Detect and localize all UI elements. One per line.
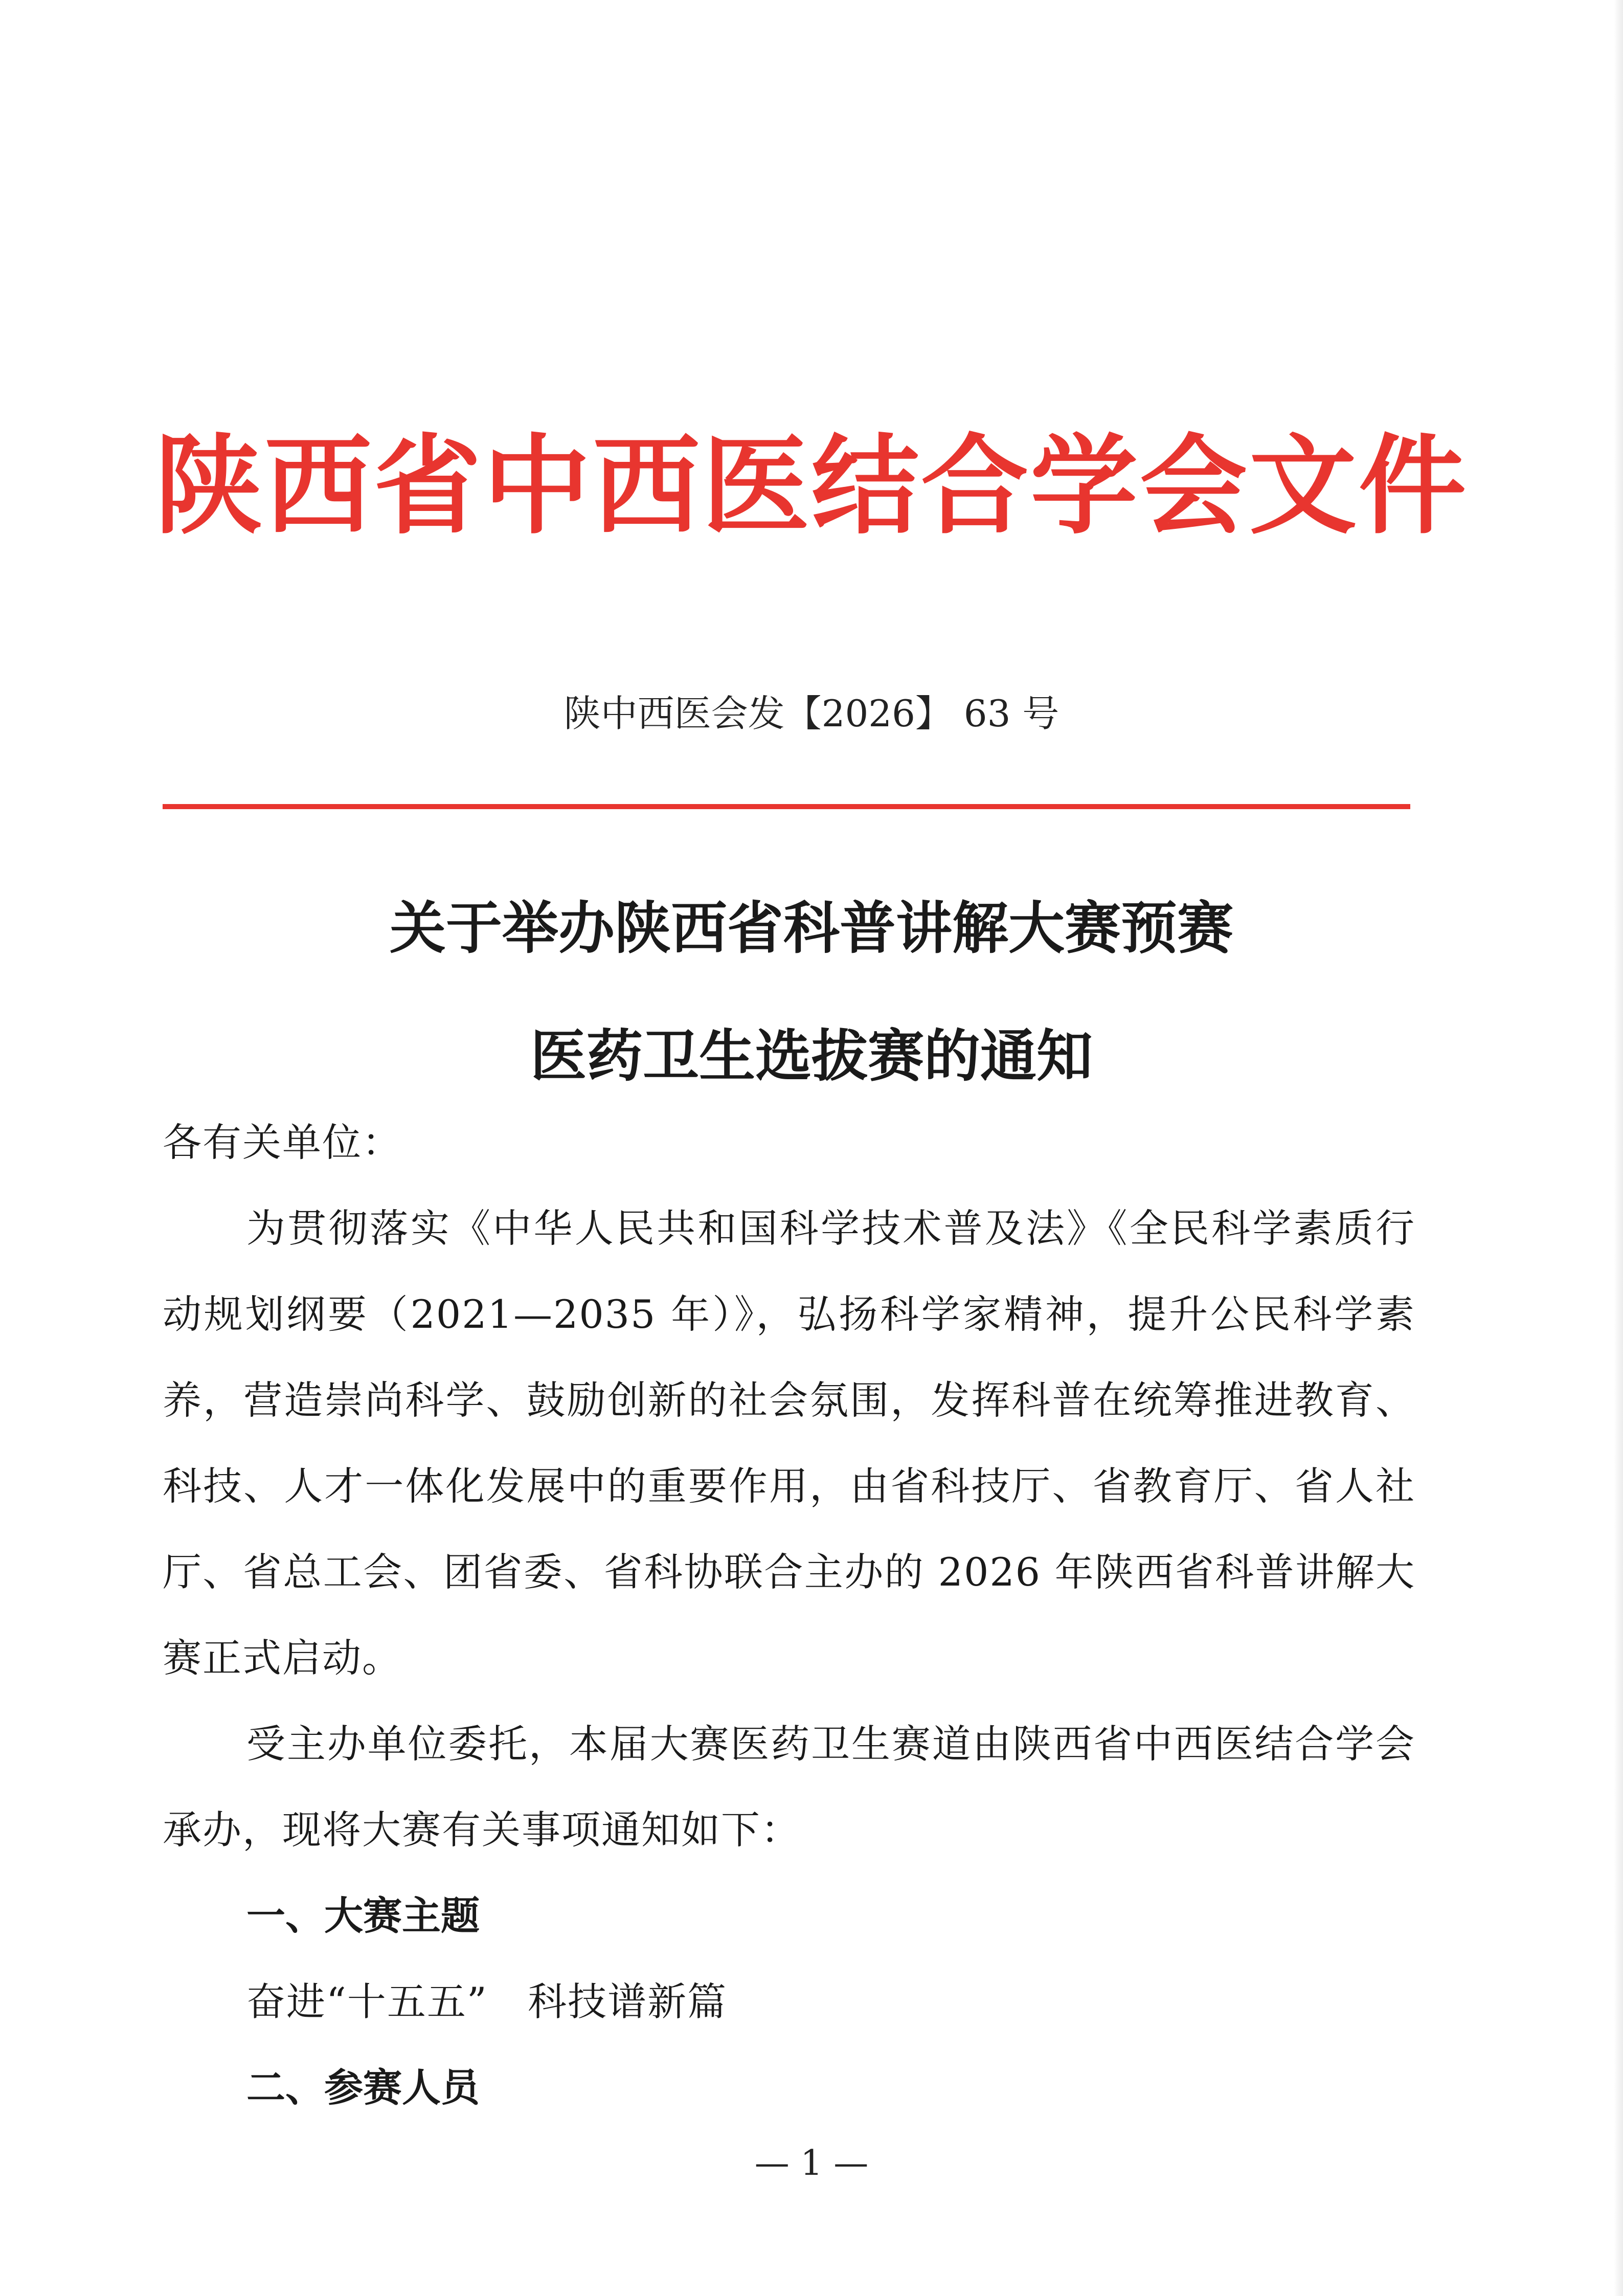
red-divider-line [163, 804, 1410, 809]
body-paragraph-1: 为贯彻落实《中华人民共和国科学技术普及法》《全民科学素质行动规划纲要（2021—2035 年）》，弘扬科学家精神，提升公民科学素养，营造崇尚科学、鼓励创新的社会氛围，发挥科普在统筹推进教育、科技、人才一体化发展中的重要作用，由省科技厅、省教育厅、省人社厅、省总工会、团省委、省科协联合主办的 2026 年陕西省科普讲解大赛正式启动。 [163, 1206, 1415, 1681]
document-number: 陕中西医会发【2026】 63 号 [563, 692, 1060, 735]
notice-title-line-1: 关于举办陕西省科普讲解大赛预赛 [390, 895, 1233, 961]
masthead-title: 陕西省中西医结合学会文件 [154, 422, 1468, 549]
body-paragraph-2: 受主办单位委托，本届大赛医药卫生赛道由陕西省中西医结合学会承办，现将大赛有关事项通知如下： [163, 1721, 1415, 1853]
scan-edge-shadow [1614, 0, 1623, 2296]
section-heading-theme: 一、大赛主题 [246, 1893, 480, 1938]
notice-title-line-2: 医药卫生选拔赛的通知 [530, 1023, 1093, 1089]
page-number: — 1 — [754, 2143, 869, 2183]
salutation: 各有关单位： [163, 1120, 402, 1165]
section-content-theme: 奋进“十五五” 科技谱新篇 [246, 1979, 728, 2024]
section-heading-participants: 二、参赛人员 [246, 2065, 480, 2110]
